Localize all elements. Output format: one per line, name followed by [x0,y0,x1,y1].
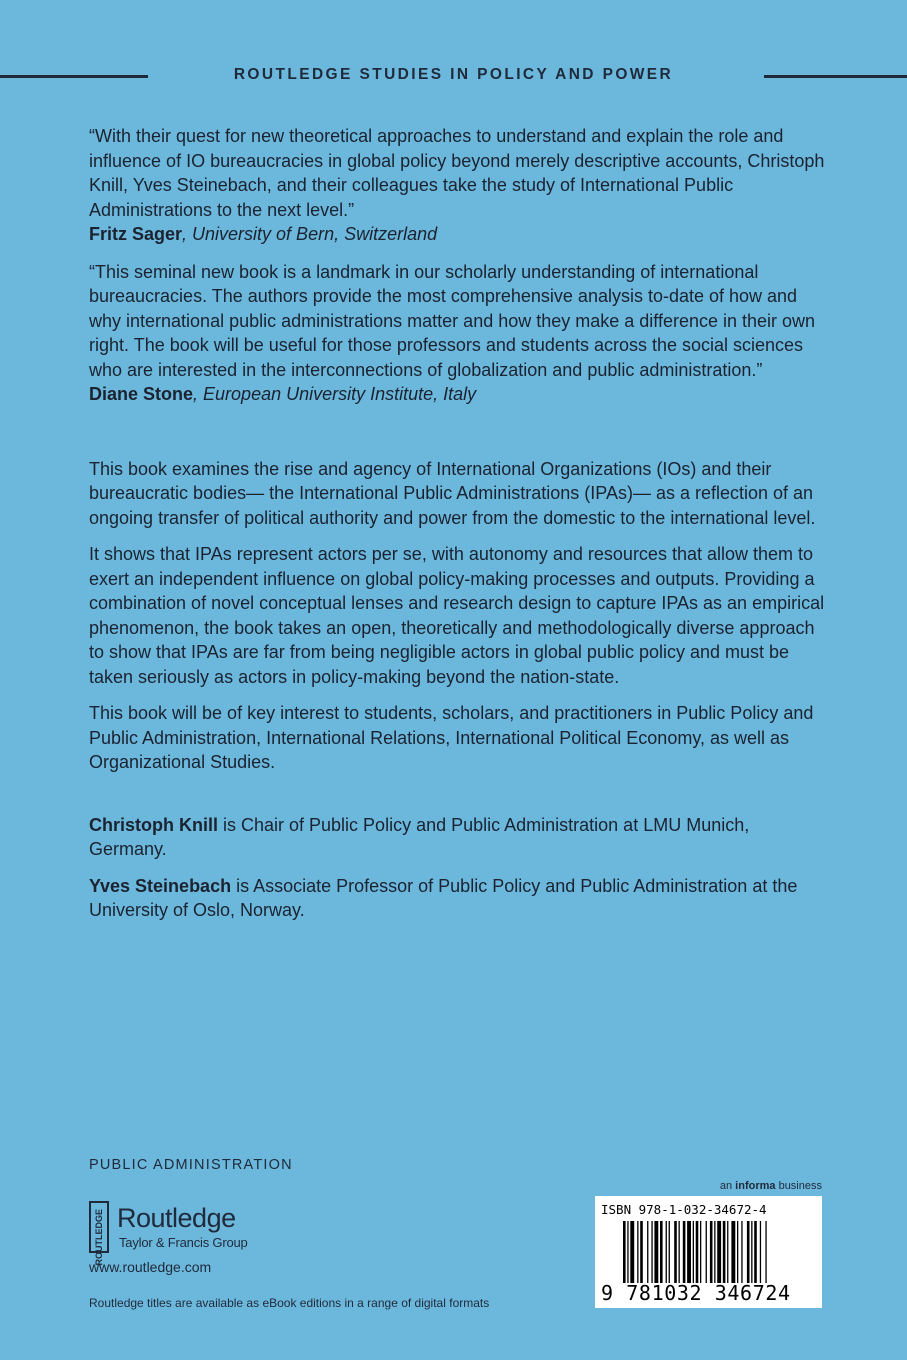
author-bio-text: is Chair of Public Policy and Public Administration at LMU Munich, Germany. [89,814,750,859]
blurb-affiliation: , University of Bern, Switzerland [182,224,438,244]
blurb-2 [89,260,829,407]
subject-category: PUBLIC ADMINISTRATION [89,1157,293,1173]
author-bio-text: is Associate Professor of Public Policy and Public Administration at the University of Oslo, Norway. [89,875,798,920]
blurb-attribution [89,222,829,247]
blurb-affiliation: , European University Institute, Italy [193,384,477,404]
description-paragraph: This book will be of key interest to students, scholars, and practitioners in Public Policy and Public Administration, International Relations, International Political Economy, as well as Organizational Studies. [89,703,814,772]
ebook-note: Routledge titles are available as eBook editions in a range of digital formats [89,1296,490,1310]
ean-digits: 9 781032 346724 [601,1281,791,1305]
author-bios [89,813,829,923]
publisher-url[interactable]: www.routledge.com [89,1259,212,1275]
blurb-author: Diane Stone [89,384,194,404]
blurb-author: Fritz Sager [89,224,183,244]
description-paragraph: This book examines the rise and agency of International Organizations (IOs) and their bureaucratic bodies— the International Public Administrations (IPAs)— as a reflection of an ongoing transfer of political authority and power from the domestic to the international level. [89,458,816,528]
barcode-icon [623,1221,793,1283]
routledge-mark-icon: ROUTLEDGE [89,1201,109,1253]
book-description [89,457,829,775]
publisher-group: Taylor & Francis Group [119,1235,248,1250]
blurb-quote: “This seminal new book is a landmark in our scholarly understanding of international bureaucracies. The authors provide the most comprehensive analysis to-date of how and why international public administrations matter and how they make a difference in their own right. The book will be useful for those professors and students across the social sciences who are interested in the interconnections of globalization and public administration.” [89,261,816,380]
informa-business-note: an informa business [719,1180,822,1192]
author-bio [89,813,829,862]
author-name: Yves Steinebach [89,875,232,896]
publisher-name: Routledge [117,1203,236,1233]
cover-text [89,124,829,935]
isbn-barcode [595,1196,822,1308]
blurb-quote: “With their quest for new theoretical approaches to understand and explain the role and influence of IO bureaucracies in global policy beyond merely descriptive accounts, Christoph Knill, Yves Steinebach, and their colleagues take the study of International Public Administrations to the next level.” [89,126,825,220]
series-title: ROUTLEDGE STUDIES IN POLICY AND POWER [233,66,674,83]
author-bio [89,874,829,923]
author-name: Christoph Knill [89,814,218,835]
header-rule-right [764,75,907,78]
description-paragraph: It shows that IPAs represent actors per se, with autonomy and resources that allow them to exert an independent influence on global policy-making processes and outputs. Providing a combination of novel conceptual lenses and research design to capture IPAs as an empirical phenomenon, the book takes an open, theoretically and methodologically diverse approach to show that IPAs are far from being negligible actors in global public policy and must be taken seriously as actors in policy-making beyond the nation-state. [89,544,825,687]
blurb-1 [89,124,829,247]
blurb-attribution [89,382,829,407]
routledge-logo [89,1201,349,1266]
isbn-label: ISBN 978-1-032-34672-4 [601,1202,767,1217]
